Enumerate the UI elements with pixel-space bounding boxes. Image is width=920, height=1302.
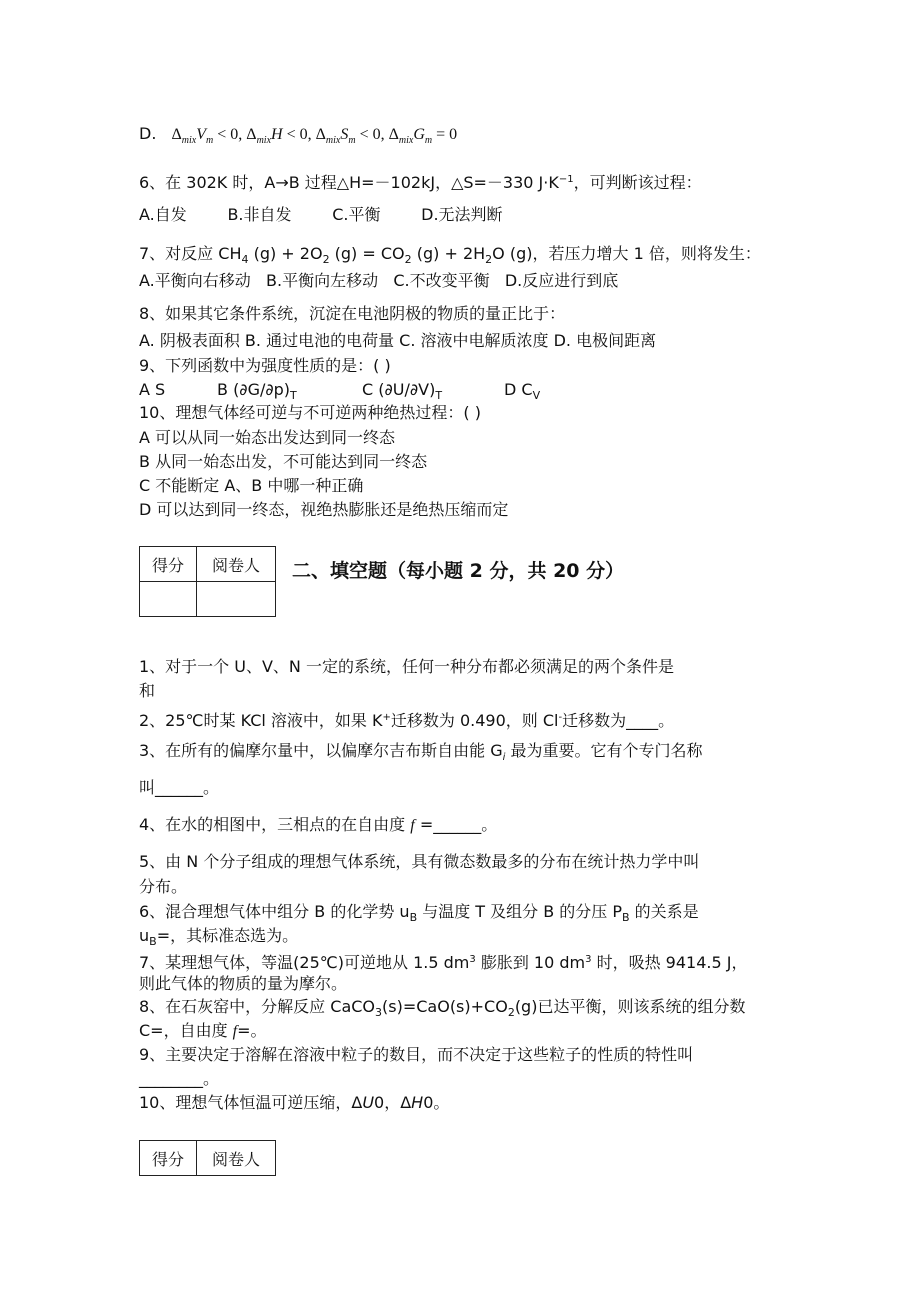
q9-stem: 9、下列函数中为强度性质的是：( ) <box>139 356 391 375</box>
q9-option-d: D $C_V$ <box>504 380 541 402</box>
formula: $\Delta_{mix}V_m < 0$, $\Delta_{mix}H < 0$, $\Delta_{mix}S_m < 0$, $\Delta_{mix}G_m = 0$ <box>171 126 458 146</box>
fill-q6-cont: $u_B=$，其标准态选为。 <box>139 926 299 948</box>
q8-options: A. 阴极表面积 B. 通过电池的电荷量 C. 溶液中电解质浓度 D. 电极间距离 <box>139 331 657 350</box>
fill-q8: 8、在石灰窑中，分解反应 $CaCO_3(s)=CaO(s)+CO_2(g)$已达平衡，则该系统的组分数 <box>139 997 746 1019</box>
score-header: 得分 <box>140 547 197 582</box>
q6-options: A.自发 B.非自发 C.平衡 D.无法判断 <box>139 205 503 224</box>
score-header: 得分 <box>140 1141 197 1176</box>
q9-option-c: C $(\partial U/\partial V)_T$ <box>362 380 443 402</box>
fill-q1: 1、对于一个 U、V、N 一定的系统，任何一种分布都必须满足的两个条件是 <box>139 657 674 676</box>
reviewer-header: 阅卷人 <box>197 547 276 582</box>
fill-q3-cont: 叫______。 <box>139 778 220 797</box>
fill-q7: 7、某理想气体，等温(25℃)可逆地从 1.5 $dm^3$ 膨胀到 10 $dm^3$ 时，吸热 9414.5 J， <box>139 953 748 972</box>
q10-option-d: D 可以达到同一终态，视绝热膨胀还是绝热压缩而定 <box>139 500 509 519</box>
fill-q2: 2、25℃时某 KCl 溶液中，如果 K+迁移数为 0.490，则 Cl-迁移数为____。 <box>139 711 675 730</box>
fill-q8-cont: C=，自由度 f=。 <box>139 1021 267 1040</box>
reviewer-header: 阅卷人 <box>197 1141 276 1176</box>
fill-q5-cont: 分布。 <box>139 877 188 896</box>
fill-q5: 5、由 N 个分子组成的理想气体系统，具有微态数最多的分布在统计热力学中叫 <box>139 852 700 871</box>
score-cell <box>140 582 197 617</box>
q6-stem: 6、在 302K 时，A→B 过程△H=－102kJ，△S=－330 $J\cdot K^{-1}$，可判断该过程： <box>139 173 702 192</box>
fill-q4: 4、在水的相图中，三相点的在自由度 f =______。 <box>139 815 498 834</box>
q10-stem: 10、理想气体经可逆与不可逆两种绝热过程：( ) <box>139 403 481 422</box>
q5-option-d <box>139 124 457 151</box>
q7-stem: 7、对反应 $CH_4$ $(g) + 2O_2$ $(g) = CO_2$ $(g) + 2H_2O$ (g)，若压力增大 1 倍，则将发生： <box>139 244 761 266</box>
section-title: 二、填空题（每小题 2 分，共 20 分） <box>292 560 625 582</box>
fill-q7-cont: 则此气体的物质的量为摩尔。 <box>139 974 348 993</box>
fill-q1-cont: 和 <box>139 681 156 700</box>
q8-stem: 8、如果其它条件系统，沉淀在电池阴极的物质的量正比于： <box>139 304 566 323</box>
fill-q9: 9、主要决定于溶解在溶液中粒子的数目，而不决定于这些粒子的性质的特性叫 <box>139 1045 694 1064</box>
q10-option-c: C 不能断定 A、B 中哪一种正确 <box>139 476 364 495</box>
q10-option-a: A 可以从同一始态出发达到同一终态 <box>139 428 396 447</box>
score-table <box>139 546 276 617</box>
q10-option-b: B 从同一始态出发，不可能达到同一终态 <box>139 452 428 471</box>
fill-q10: 10、理想气体恒温可逆压缩，ΔU0，ΔH0。 <box>139 1093 450 1112</box>
reviewer-cell <box>197 582 276 617</box>
fill-q9-cont: ________。 <box>139 1069 220 1088</box>
fill-q3: 3、在所有的偏摩尔量中，以偏摩尔吉布斯自由能 $G_i$ 最为重要。它有个专门名称 <box>139 741 703 763</box>
fill-q6: 6、混合理想气体中组分 B 的化学势 $u_B$ 与温度 T 及组分 B 的分压 $P_B$ 的关系是 <box>139 902 699 924</box>
q9-option-a: A S <box>139 380 166 399</box>
q7-options: A.平衡向右移动 B.平衡向左移动 C.不改变平衡 D.反应进行到底 <box>139 271 619 290</box>
option-label: D. <box>139 124 157 143</box>
q9-option-b: B $(\partial G/\partial p)_T$ <box>217 380 297 402</box>
score-table-2 <box>139 1140 276 1176</box>
